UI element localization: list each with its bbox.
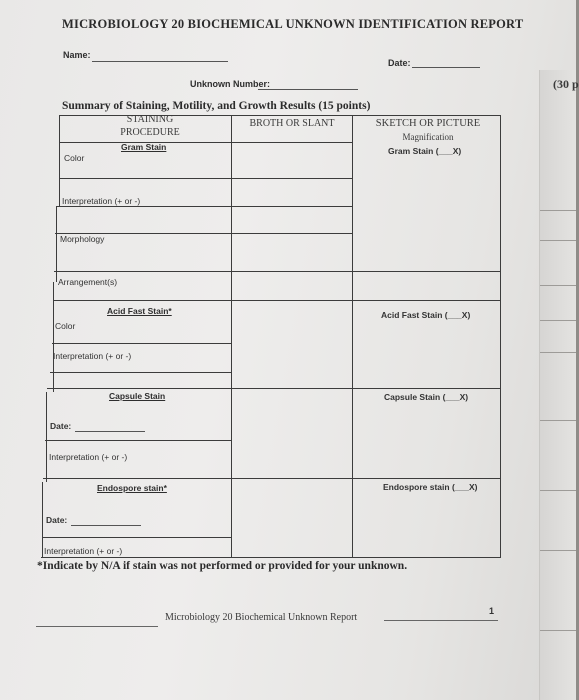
sketch-endospore: Endospore stain (___X) xyxy=(383,482,478,492)
capsule-row-interpretation: Interpretation (+ or -) xyxy=(49,452,128,462)
name-label: Name: xyxy=(63,50,91,60)
footnote: *Indicate by N/A if stain was not performed or provided for your unknown. xyxy=(37,560,408,572)
gram-row-morphology: Morphology xyxy=(60,234,105,244)
endospore-stain-title: Endospore stain* xyxy=(97,483,167,493)
unknown-number-label: Unknown Number: xyxy=(190,79,270,89)
gram-row-arrangement: Arrangement(s) xyxy=(58,277,118,287)
capsule-date-line[interactable] xyxy=(75,431,145,432)
gram-row-color: Color xyxy=(64,153,85,163)
acid-fast-row-interpretation: Interpretation (+ or -) xyxy=(53,351,132,361)
edge-points-text: (30 p xyxy=(553,77,579,91)
capsule-date-label: Date: xyxy=(50,421,72,431)
acid-fast-title: Acid Fast Stain* xyxy=(107,306,172,316)
header-procedure: PROCEDURE xyxy=(120,127,180,138)
date-field-line[interactable] xyxy=(412,67,480,68)
endospore-date-line[interactable] xyxy=(71,525,141,526)
gram-row-interpretation: Interpretation (+ or -) xyxy=(62,196,141,206)
underlying-page-edge xyxy=(539,70,579,700)
unknown-number-field-line[interactable] xyxy=(258,89,358,90)
summary-heading: Summary of Staining, Motility, and Growth Results (15 points) xyxy=(62,100,371,112)
header-broth-slant: BROTH OR SLANT xyxy=(249,118,335,129)
date-label: Date: xyxy=(388,58,411,68)
sketch-gram-stain: Gram Stain (___X) xyxy=(388,146,462,156)
header-sketch-picture: SKETCH OR PICTURE xyxy=(375,118,481,129)
sketch-acid-fast: Acid Fast Stain (___X) xyxy=(381,310,471,320)
acid-fast-row-color: Color xyxy=(55,321,76,331)
endospore-date-label: Date: xyxy=(46,515,68,525)
name-field-line[interactable] xyxy=(92,61,228,62)
sketch-capsule: Capsule Stain (___X) xyxy=(384,392,469,402)
footer-title: Microbiology 20 Biochemical Unknown Report xyxy=(165,612,358,623)
report-title: MICROBIOLOGY 20 BIOCHEMICAL UNKNOWN IDENTIFICATION REPORT xyxy=(62,17,524,31)
gram-stain-title: Gram Stain xyxy=(121,142,167,152)
capsule-stain-title: Capsule Stain xyxy=(109,391,166,401)
header-magnification: Magnification xyxy=(402,132,454,142)
endospore-row-interpretation: Interpretation (+ or -) xyxy=(44,546,123,556)
page-number: 1 xyxy=(489,606,495,616)
footer-rule-left xyxy=(36,626,158,627)
footer-rule-right xyxy=(384,620,498,621)
header-staining: STAINING xyxy=(126,114,174,125)
